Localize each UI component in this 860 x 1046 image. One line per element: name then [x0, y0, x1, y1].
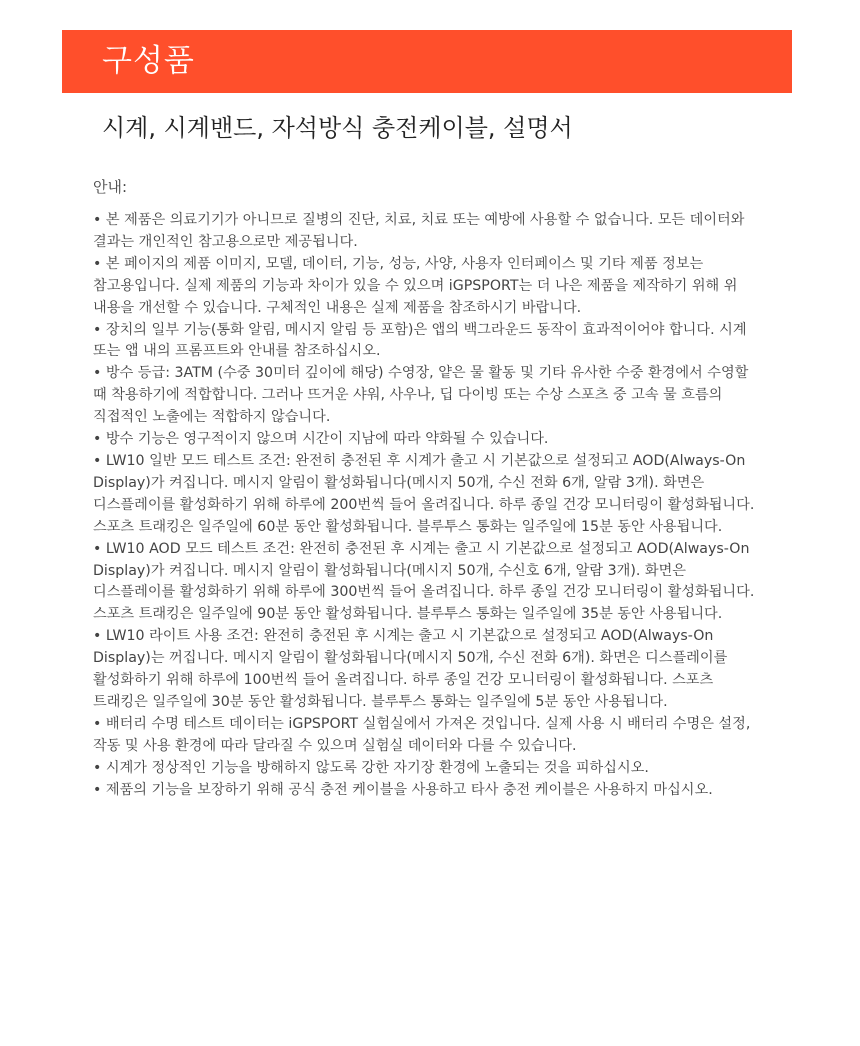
package-contents: 시계, 시계밴드, 자석방식 충전케이블, 설명서 [102, 114, 573, 142]
notice-item [93, 758, 757, 780]
notice-item [93, 626, 757, 714]
bullet: • [93, 452, 102, 469]
notice-item [93, 429, 757, 451]
notice-item [93, 210, 757, 254]
notice-item-text: 장치의 일부 기능(통화 알림, 메시지 알림 등 포함)은 앱의 백그라운드 동작이 효과적이어야 합니다. 시계 또는 앱 내의 프롬프트와 안내를 참조하십시오. [93, 321, 747, 360]
bullet: • [93, 781, 102, 798]
notice-heading: 안내: [93, 178, 128, 196]
bullet: • [93, 212, 102, 228]
notice-list [93, 210, 757, 801]
notice-item [93, 363, 757, 429]
bullet: • [93, 540, 102, 557]
notice-item-text: 제품의 기능을 보장하기 위해 공식 충전 케이블을 사용하고 타사 충전 케이블은 사용하지 마십시오. [105, 781, 713, 798]
notice-item-text: 본 제품은 의료기기가 아니므로 질병의 진단, 치료, 치료 또는 예방에 사용할 수 없습니다. 모든 데이터와 결과는 개인적인 참고용으로만 제공됩니다. [93, 212, 745, 250]
notice-item-text: 방수 등급: 3ATM (수중 30미터 깊이에 해당) 수영장, 얕은 물 활동 및 기타 유사한 수중 환경에서 수영할 때 착용하기에 적합합니다. 그러나 뜨거운 샤워, 사우나, 딥 다이빙 또는 수상 스포츠 중 고속 물 흐름의 직접적인 노출에는 적합하지 않습니다. [93, 365, 749, 426]
bullet: • [93, 759, 102, 776]
section-header-bar [62, 30, 792, 93]
notice-item-text: 배터리 수명 테스트 데이터는 iGPSPORT 실험실에서 가져온 것입니다. 실제 사용 시 배터리 수명은 설정, 작동 및 사용 환경에 따라 달라질 수 있으며 실험실 데이터와 다를 수 있습니다. [93, 715, 751, 754]
notice-item-text: LW10 라이트 사용 조건: 완전히 충전된 후 시계는 출고 시 기본값으로 설정되고 AOD(Always-On Display)는 꺼집니다. 메시지 알림이 활성화됩니다(메시지 50개, 수신 전화 6개). 화면은 디스플레이를 활성화하기 위해 하루에 100번씩 들어 올려집니다. 하루 종일 건강 모니터링이 활성화됩니다. 스포츠 트래킹은 일주일에 30분 동안 활성화됩니다. 블루투스 통화는 일주일에 5분 동안 사용됩니다. [93, 628, 728, 710]
notice-item [93, 714, 757, 758]
notice-item [93, 451, 757, 539]
notice-item [93, 254, 757, 320]
bullet: • [93, 715, 102, 732]
bullet: • [93, 628, 102, 645]
bullet: • [93, 255, 102, 272]
section-title: 구성품 [102, 43, 195, 79]
notice-item [93, 780, 757, 802]
notice-item-text: 방수 기능은 영구적이지 않으며 시간이 지남에 따라 약화될 수 있습니다. [105, 431, 549, 448]
notice-item-text: 시계가 정상적인 기능을 방해하지 않도록 강한 자기장 환경에 노출되는 것을 피하십시오. [105, 759, 649, 776]
notice-item-text: LW10 일반 모드 테스트 조건: 완전히 충전된 후 시계가 출고 시 기본값으로 설정되고 AOD(Always-On Display)가 켜집니다. 메시지 알림이 활성화됩니다(메시지 50개, 수신 전화 6개, 알람 3개). 화면은 디스플레이를 활성화하기 위해 하루에 200번씩 들어 올려집니다. 하루 종일 건강 모니터링이 활성화됩니다. 스포츠 트래킹은 일주일에 60분 동안 활성화됩니다. 블루투스 통화는 일주일에 15분 동안 사용됩니다. [93, 452, 755, 535]
bullet: • [93, 365, 102, 382]
notice-item-text: 본 페이지의 제품 이미지, 모델, 데이터, 기능, 성능, 사양, 사용자 인터페이스 및 기타 제품 정보는 참고용입니다. 실제 제품의 기능과 차이가 있을 수 있으며 iGPSPORT는 더 나은 제품을 제작하기 위해 위 내용을 개선할 수 있습니다. 구체적인 내용은 실제 제품을 참조하시기 바랍니다. [93, 255, 738, 316]
notice-item [93, 320, 757, 364]
notice-item [93, 539, 757, 627]
bullet: • [93, 321, 102, 338]
bullet: • [93, 431, 102, 448]
notice-item-text: LW10 AOD 모드 테스트 조건: 완전히 충전된 후 시계는 출고 시 기본값으로 설정되고 AOD(Always-On Display)가 켜집니다. 메시지 알림이 활성화됩니다(메시지 50개, 수신호 6개, 알람 3개). 화면은 디스플레이를 활성화하기 위해 하루에 300번씩 들어 올려집니다. 하루 종일 건강 모니터링이 활성화됩니다. 스포츠 트래킹은 일주일에 90분 동안 활성화됩니다. 블루투스 통화는 일주일에 35분 동안 사용됩니다. [93, 540, 755, 623]
